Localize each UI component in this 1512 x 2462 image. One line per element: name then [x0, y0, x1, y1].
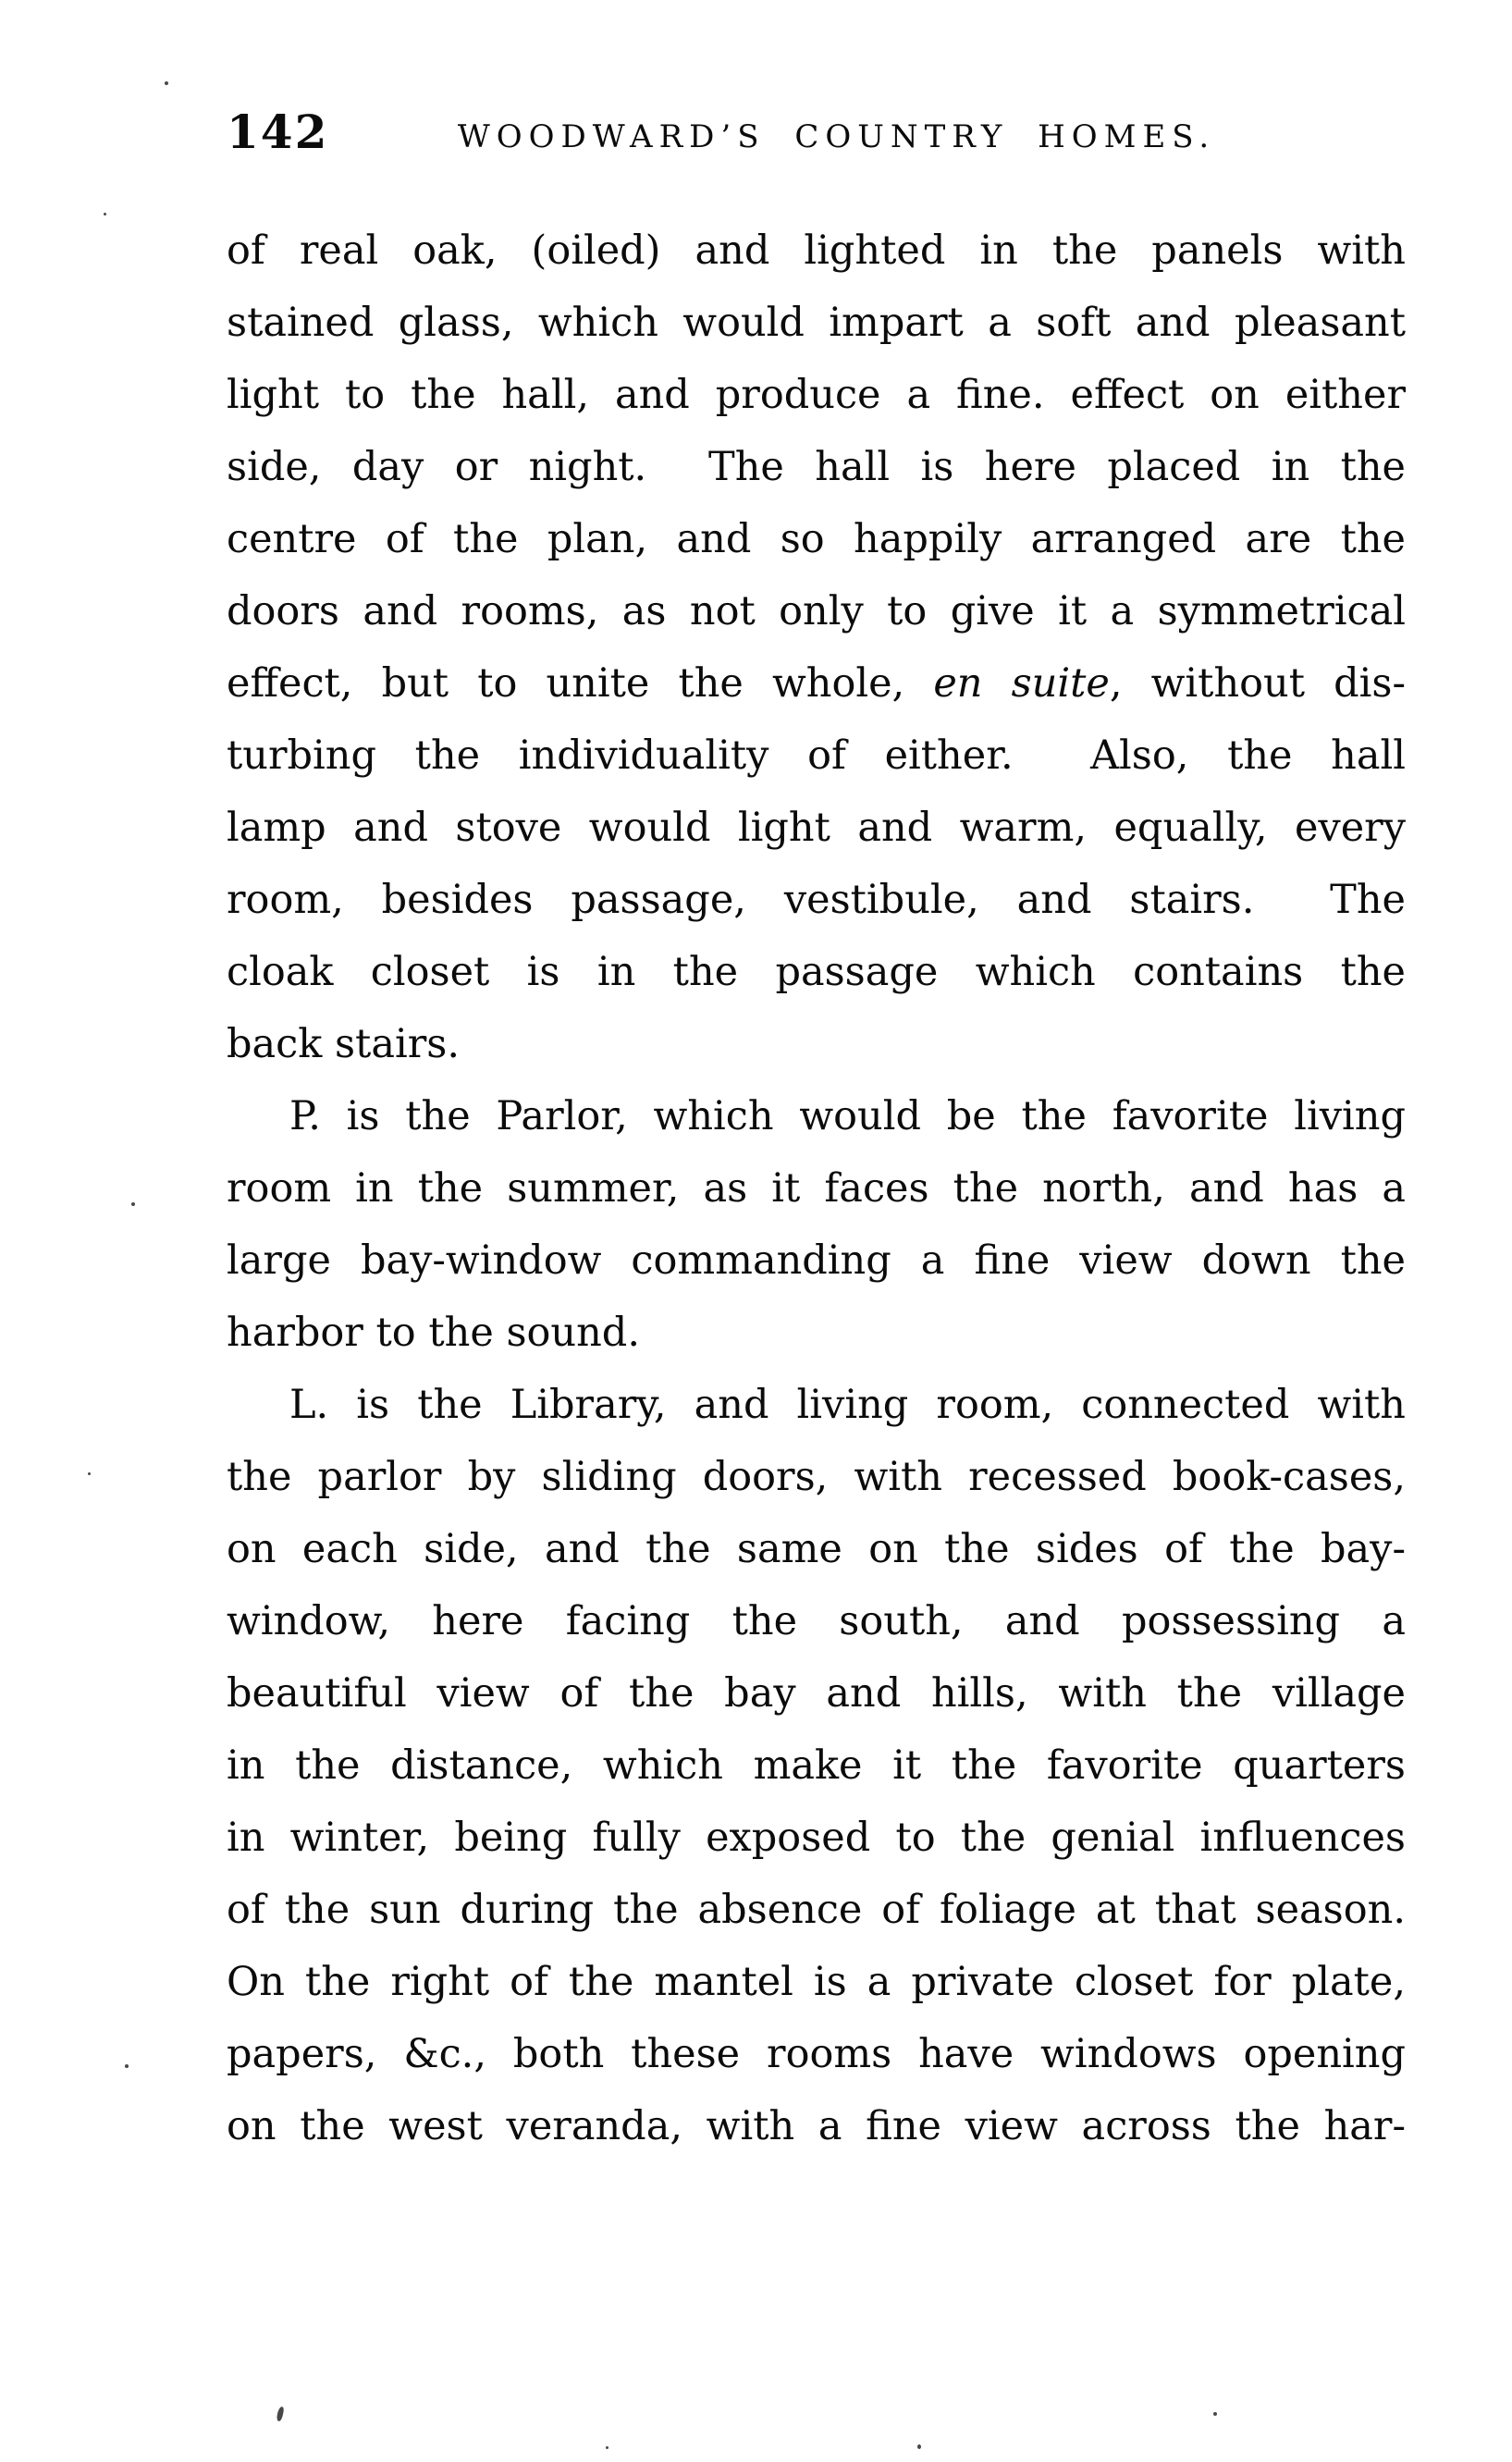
text-line: on the west veranda, with a fine view across the har- — [227, 2103, 1406, 2149]
text-block — [227, 215, 1406, 2162]
scan-speck — [131, 1202, 135, 1206]
line-segment: effect, but to unite the whole, — [227, 660, 934, 707]
text-line: in winter, being fully exposed to the genial influences — [227, 1815, 1406, 1861]
scan-speck — [104, 213, 106, 215]
text-line: of the sun during the absence of foliage at that season. — [227, 1887, 1406, 1933]
text-line: room in the summer, as it faces the north, and has a — [227, 1165, 1406, 1212]
scan-speck — [88, 1472, 91, 1475]
text-line: of real oak, (oiled) and lighted in the panels with — [227, 228, 1406, 274]
text-line: On the right of the mantel is a private closet for plate, — [227, 1959, 1406, 2005]
text-line: beautiful view of the bay and hills, with the village — [227, 1670, 1406, 1717]
text-line: on each side, and the same on the sides of the bay- — [227, 1526, 1406, 1572]
text-line: lamp and stove would light and warm, equally, every — [227, 805, 1406, 851]
text-line: stained glass, which would impart a soft and pleasant — [227, 300, 1406, 346]
line-segment: , without dis- — [1109, 660, 1406, 707]
page-number: 142 — [227, 105, 329, 159]
text-line: in the distance, which make it the favorite quarters — [227, 1742, 1406, 1789]
text-line: turbing the individuality of either. Also, the hall — [227, 732, 1406, 779]
text-line: harbor to the sound. — [227, 1310, 640, 1356]
scan-speck — [606, 2446, 608, 2449]
scan-speck — [276, 2407, 284, 2422]
text-line: L. is the Library, and living room, connected with — [289, 1382, 1406, 1428]
running-title: WOODWARD’S COUNTRY HOMES. — [457, 118, 1216, 155]
text-line: side, day or night. The hall is here placed in the — [227, 444, 1406, 490]
text-line: P. is the Parlor, which would be the favorite living — [289, 1093, 1406, 1139]
text-line: back stairs. — [227, 1021, 460, 1067]
text-line — [227, 647, 1406, 720]
text-line: window, here facing the south, and possessing a — [227, 1598, 1406, 1644]
page-header — [227, 105, 1406, 161]
scan-speck — [917, 2444, 921, 2449]
text-line: large bay-window commanding a fine view down the — [227, 1237, 1406, 1284]
scan-speck — [165, 81, 168, 85]
text-line: papers, &c., both these rooms have windows opening — [227, 2031, 1406, 2077]
text-line: centre of the plan, and so happily arranged are the — [227, 516, 1406, 562]
scan-speck — [1213, 2412, 1217, 2416]
text-line: cloak closet is in the passage which contains the — [227, 949, 1406, 995]
text-line: room, besides passage, vestibule, and stairs. The — [227, 877, 1406, 923]
line-segment-italic: en suite — [933, 660, 1110, 707]
scan-speck — [125, 2064, 129, 2068]
text-line: the parlor by sliding doors, with recessed book-cases, — [227, 1454, 1406, 1500]
text-line: light to the hall, and produce a fine. effect on either — [227, 372, 1406, 418]
text-line: doors and rooms, as not only to give it a symmetrical — [227, 588, 1406, 634]
